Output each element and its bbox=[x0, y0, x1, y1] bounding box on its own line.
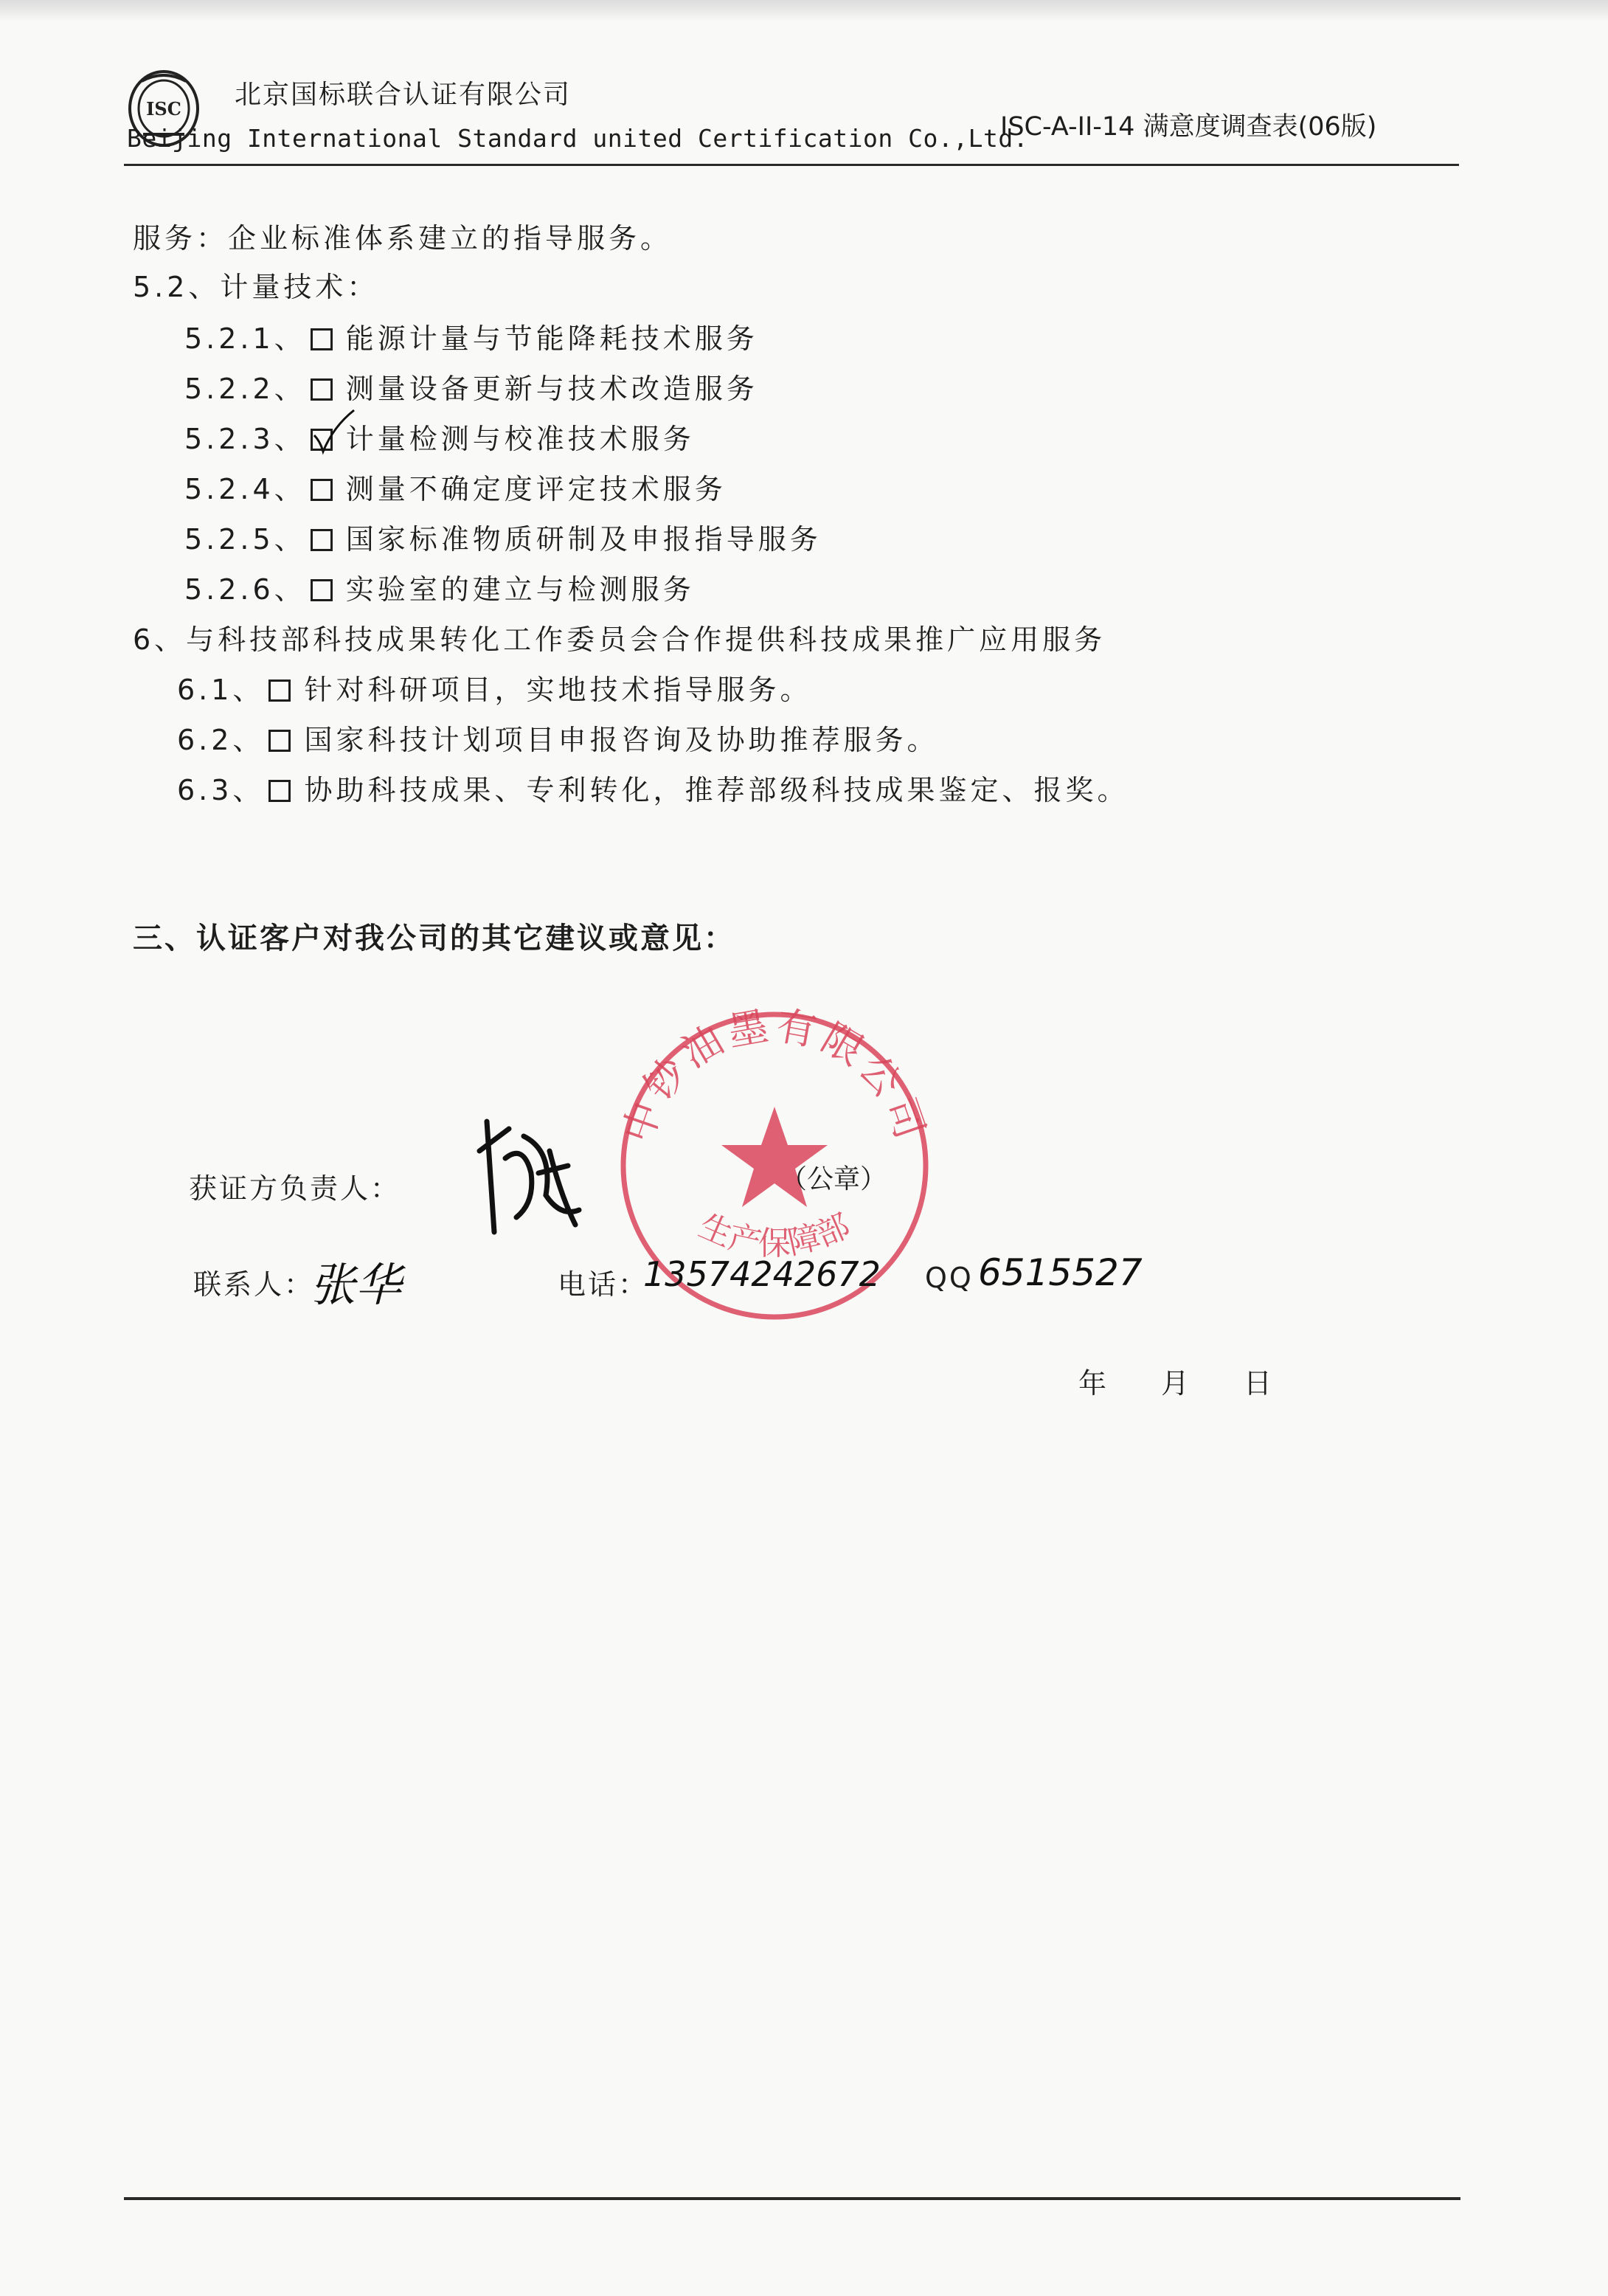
handwritten-signature-icon bbox=[465, 1107, 583, 1239]
item-label: 协助科技成果、专利转化，推荐部级科技成果鉴定、报奖。 bbox=[304, 774, 1129, 806]
item-label: 测量设备更新与技术改造服务 bbox=[345, 373, 758, 405]
checklist-item bbox=[184, 567, 695, 607]
checklist-item bbox=[184, 416, 695, 457]
checkbox[interactable] bbox=[311, 378, 333, 401]
item-number: 6.3、 bbox=[177, 774, 265, 806]
footer-rule bbox=[124, 2197, 1460, 2200]
item-number: 5.2.6、 bbox=[184, 573, 306, 606]
date-year-label: 年 bbox=[1078, 1367, 1109, 1400]
item-label: 国家标准物质研制及申报指导服务 bbox=[345, 523, 822, 556]
section-3-title: 三、认证客户对我公司的其它建议或意见： bbox=[133, 921, 735, 955]
item-label: 计量检测与校准技术服务 bbox=[345, 423, 695, 455]
checkbox[interactable] bbox=[311, 479, 333, 501]
item-label: 测量不确定度评定技术服务 bbox=[345, 473, 727, 505]
date-month-label: 月 bbox=[1161, 1367, 1192, 1400]
company-name-en: Beijing International Standard united Certification Co.,Ltd. bbox=[127, 124, 1029, 153]
item-label: 实验室的建立与检测服务 bbox=[345, 573, 695, 606]
contact-label: 联系人： bbox=[193, 1268, 315, 1301]
company-name-cn: 北京国标联合认证有限公司 bbox=[235, 80, 572, 110]
header-rule bbox=[124, 164, 1459, 166]
phone-number-handwritten: 13574242672 bbox=[643, 1254, 881, 1294]
checkbox[interactable] bbox=[268, 680, 291, 702]
checkbox-checked[interactable] bbox=[311, 429, 333, 451]
qq-number-handwritten: 6515527 bbox=[978, 1251, 1143, 1294]
checkbox[interactable] bbox=[311, 529, 333, 551]
checkbox[interactable] bbox=[311, 579, 333, 601]
form-code: ISC-A-II-14 满意度调查表(06版) bbox=[1000, 112, 1377, 142]
checklist-item bbox=[184, 516, 822, 557]
scan-shadow bbox=[0, 0, 1608, 22]
item-number: 5.2.1、 bbox=[184, 322, 306, 355]
checkbox[interactable] bbox=[268, 730, 291, 752]
date-day-label: 日 bbox=[1244, 1367, 1275, 1400]
qq-label: QQ bbox=[925, 1262, 974, 1294]
section-5-2-title: 5.2、计量技术： bbox=[133, 271, 379, 303]
responsible-label: 获证方负责人： bbox=[189, 1172, 401, 1205]
checklist-item bbox=[184, 466, 727, 507]
checklist-item bbox=[177, 767, 1129, 808]
check-mark-icon bbox=[311, 409, 356, 453]
section-6-title: 6、与科技部科技成果转化工作委员会合作提供科技成果推广应用服务 bbox=[133, 623, 1106, 656]
checkbox[interactable] bbox=[268, 780, 291, 802]
item-number: 5.2.2、 bbox=[184, 373, 306, 405]
item-label: 能源计量与节能降耗技术服务 bbox=[345, 322, 758, 355]
checklist-item bbox=[177, 667, 811, 708]
checklist-item bbox=[184, 366, 758, 407]
seal-label: （公章） bbox=[780, 1164, 887, 1194]
checklist-item bbox=[177, 717, 938, 758]
item-number: 5.2.5、 bbox=[184, 523, 306, 556]
item-label: 针对科研项目，实地技术指导服务。 bbox=[304, 674, 812, 706]
item-number: 5.2.3、 bbox=[184, 423, 306, 455]
item-number: 6.1、 bbox=[177, 674, 265, 706]
item-number: 5.2.4、 bbox=[184, 473, 306, 505]
seal-inner-text: 生产保障部 bbox=[693, 1206, 856, 1262]
body-line-intro: 服务：企业标准体系建立的指导服务。 bbox=[133, 222, 673, 255]
contact-name-handwritten: 张华 bbox=[310, 1258, 402, 1312]
checklist-item bbox=[184, 316, 758, 356]
item-number: 6.2、 bbox=[177, 724, 265, 756]
item-label: 国家科技计划项目申报咨询及协助推荐服务。 bbox=[304, 724, 939, 756]
logo-text: ISC bbox=[146, 98, 181, 120]
checkbox[interactable] bbox=[311, 328, 333, 350]
phone-label: 电话： bbox=[558, 1268, 649, 1301]
seal-ring-text: 中钞油墨有限公司 bbox=[614, 1003, 935, 1149]
